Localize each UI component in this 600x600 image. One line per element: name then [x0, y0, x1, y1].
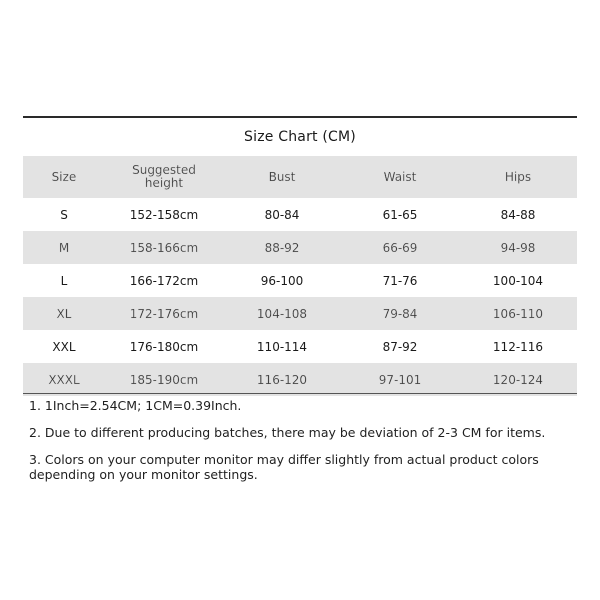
header-suggested-height: Suggested height [105, 156, 223, 198]
header-waist: Waist [341, 156, 459, 198]
cell-height: 176-180cm [105, 330, 223, 363]
cell-hips: 100-104 [459, 264, 577, 297]
chart-title: Size Chart (CM) [244, 129, 356, 145]
note-unit-conversion: 1. 1Inch=2.54CM; 1CM=0.39Inch. [29, 398, 242, 413]
cell-bust: 96-100 [223, 264, 341, 297]
table-row [23, 264, 577, 297]
cell-hips: 94-98 [459, 231, 577, 264]
cell-waist: 66-69 [341, 231, 459, 264]
table-row [23, 198, 577, 231]
cell-height: 158-166cm [105, 231, 223, 264]
cell-size: XXXL [23, 363, 105, 396]
cell-height: 152-158cm [105, 198, 223, 231]
note-color-difference: 3. Colors on your computer monitor may differ slightly from actual product colors depending on your monitor settings. [29, 452, 539, 482]
cell-height: 185-190cm [105, 363, 223, 396]
table-row [23, 297, 577, 330]
cell-bust: 104-108 [223, 297, 341, 330]
cell-hips: 106-110 [459, 297, 577, 330]
cell-waist: 61-65 [341, 198, 459, 231]
cell-height: 172-176cm [105, 297, 223, 330]
header-row [23, 156, 577, 198]
size-chart-table [23, 156, 577, 396]
header-size: Size [23, 156, 105, 198]
cell-waist: 71-76 [341, 264, 459, 297]
cell-size: XL [23, 297, 105, 330]
cell-size: S [23, 198, 105, 231]
cell-hips: 112-116 [459, 330, 577, 363]
header-hips: Hips [459, 156, 577, 198]
cell-hips: 120-124 [459, 363, 577, 396]
cell-bust: 116-120 [223, 363, 341, 396]
cell-bust: 80-84 [223, 198, 341, 231]
cell-size: XXL [23, 330, 105, 363]
cell-waist: 97-101 [341, 363, 459, 396]
table-row [23, 363, 577, 396]
note-batch-deviation: 2. Due to different producing batches, there may be deviation of 2-3 CM for items. [29, 425, 546, 440]
cell-bust: 110-114 [223, 330, 341, 363]
cell-waist: 87-92 [341, 330, 459, 363]
cell-bust: 88-92 [223, 231, 341, 264]
cell-hips: 84-88 [459, 198, 577, 231]
cell-size: L [23, 264, 105, 297]
notes-section [29, 398, 574, 494]
table-row [23, 330, 577, 363]
bottom-divider [23, 393, 577, 394]
cell-height: 166-172cm [105, 264, 223, 297]
header-bust: Bust [223, 156, 341, 198]
cell-waist: 79-84 [341, 297, 459, 330]
top-divider [23, 116, 577, 118]
cell-size: M [23, 231, 105, 264]
table-row [23, 231, 577, 264]
